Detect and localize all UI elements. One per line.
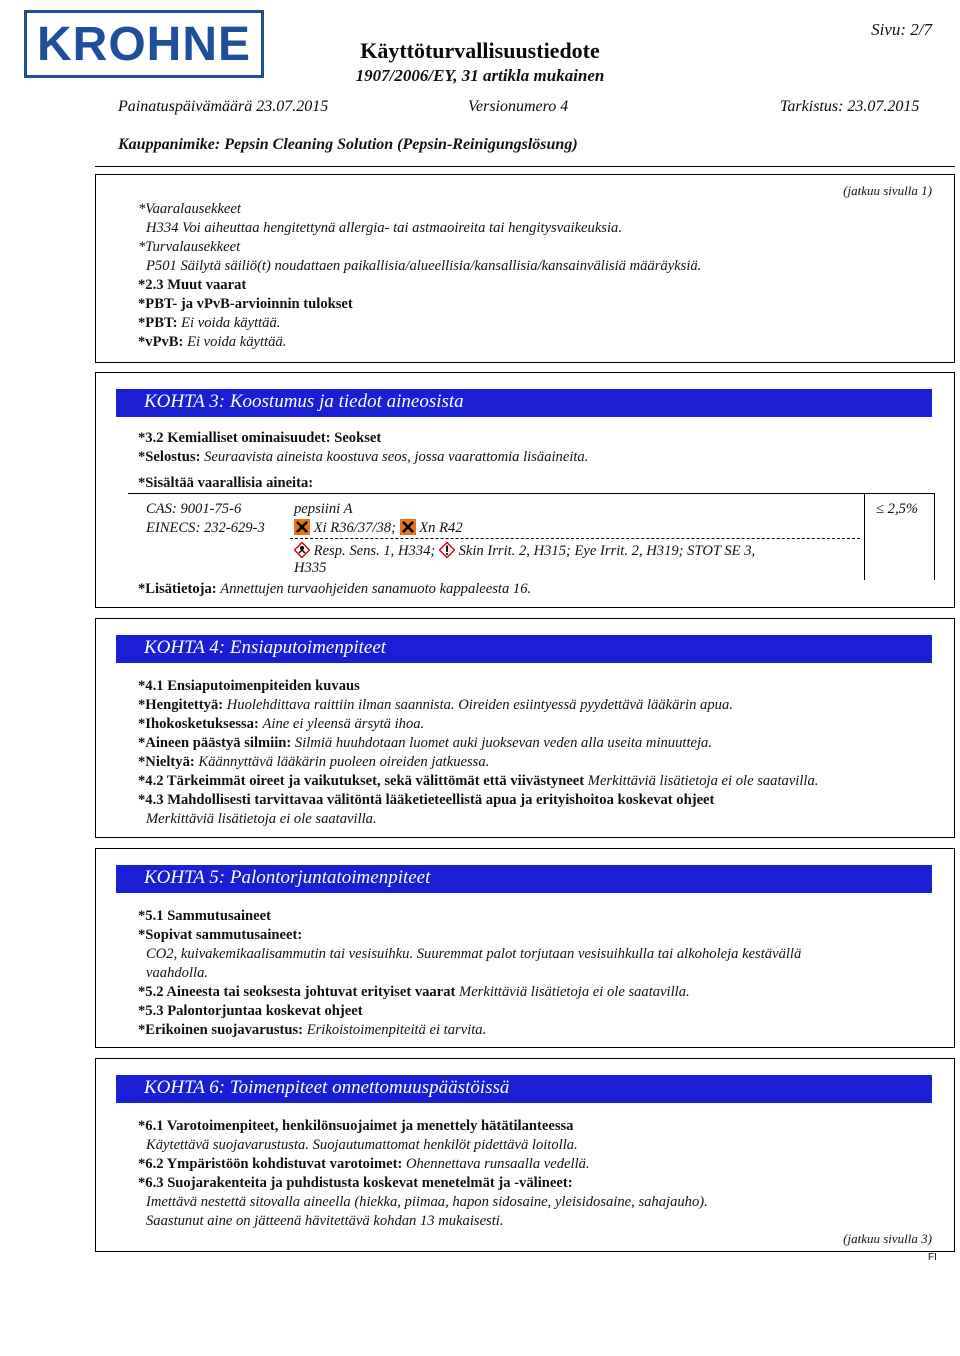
ingestion-value: Käännyttävä lääkärin puoleen oireiden jatkuessa. [198,754,490,770]
section-4-heading: KOHTA 4: Ensiaputoimenpiteet [116,635,932,663]
einecs-number: EINECS: 232-629-3 [146,520,265,536]
pbt-vpvb-title: *PBT- ja vPvB-arvioinnin tulokset [138,296,353,312]
additional-value: Annettujen turvaohjeiden sanamuoto kappaleesta 16. [220,581,532,597]
sub-4-1: *4.1 Ensiaputoimenpiteiden kuvaus [138,678,360,694]
clp-h335: H335 [294,560,327,576]
suitable-line-2: vaahdolla. [146,965,209,981]
harmful-x-icon [294,519,310,535]
vpvb-row [138,333,286,352]
sub-5-2-label: *5.2 Aineesta tai seoksesta johtuvat erityiset vaarat [138,984,456,1000]
p501-statement: P501 Säilytä säiliö(t) noudattaen paikallisia/alueellisia/kansallisia/kansainvälisiä määräyksiä. [146,258,702,274]
harmful-x-icon [400,519,416,535]
continued-from-note: (jatkuu sivulla 1) [843,183,932,198]
section-2-continuation [95,174,955,363]
print-date: Painatuspäivämäärä 23.07.2015 [118,98,329,115]
section-6 [95,1058,955,1252]
exclamation-mark-icon [439,542,455,558]
sub-6-3-value-1: Imettävä nestettä sitovalla aineella (hiekka, piimaa, hapon sidosaine, yleisidosaine, sahajauho). [146,1194,708,1210]
special-equipment-row [138,1021,486,1040]
skin-row [138,715,424,734]
section-6-heading: KOHTA 6: Toimenpiteet onnettomuuspäästöissä [116,1075,932,1103]
pbt-label: *PBT: [138,315,178,331]
suitable-line-1: CO2, kuivakemikaalisammutin tai vesisuihku. Suuremmat palot torjutaan vesisuihkulla tai alkoholeja kestävällä [146,946,802,962]
language-code: FI [928,1252,937,1263]
h334-statement: H334 Voi aiheuttaa hengitettynä allergia- tai astmaoireita tai hengitysvaikeuksia. [146,220,622,236]
inhalation-row [138,696,733,715]
cas-number: CAS: 9001-75-6 [146,501,242,517]
sub-6-1-value: Käytettävä suojavarustusta. Suojautumattomat henkilöt pidettävä loitolla. [146,1137,578,1153]
description-value: Seuraavista aineista koostuva seos, jossa vaarattomia lisäaineita. [204,449,589,465]
ingestion-row [138,753,489,772]
clp-resp-sens: Resp. Sens. 1, H334; [313,543,436,559]
clp-irritation: Skin Irrit. 2, H315; Eye Irrit. 2, H319; STOT SE 3, [458,543,756,559]
ingredients-table [128,493,935,580]
sub-6-2-row [138,1155,590,1174]
inhalation-label: *Hengitettyä: [138,697,224,713]
sub-5-2-value: Merkittäviä lisätietoja ei ole saatavilla. [459,984,690,1000]
sub-6-3: *6.3 Suojarakenteita ja puhdistusta koskevat menetelmät ja -välineet: [138,1175,573,1191]
health-hazard-icon [294,542,310,558]
page-number: Sivu: 2/7 [871,20,932,39]
sub-6-2-label: *6.2 Ympäristöön kohdistuvat varotoimet: [138,1156,403,1172]
classification-divider [290,538,860,539]
hazard-statements-title: *Vaaralausekkeet [138,201,241,217]
concentration-value: 2,5% [887,501,919,517]
dsd-xi: Xi R36/37/38; [313,520,396,536]
revision-date: Tarkistus: 23.07.2015 [780,98,920,115]
equipment-label: *Erikoinen suojavarustus: [138,1022,304,1038]
version-number: Versionumero 4 [468,98,569,115]
concentration: ≤ 2,5% [876,501,919,517]
additional-info-row [138,580,531,599]
sub-4-3-label: *4.3 Mahdollisesti tarvittavaa välitöntä lääketieteellistä apua ja erityishoitoa koskevat ohjeet [138,792,715,808]
vpvb-value: Ei voida käyttää. [187,334,287,350]
eye-label: *Aineen päästyä silmiin: [138,735,292,751]
sub-5-1: *5.1 Sammutusaineet [138,908,271,924]
vpvb-label: *vPvB: [138,334,184,350]
ingestion-label: *Nieltyä: [138,754,195,770]
pbt-row [138,314,280,333]
suitable-label: *Sopivat sammutusaineet: [138,927,303,943]
sub-6-3-value-2: Saastunut aine on jätteenä hävitettävä kohdan 13 mukaisesti. [146,1213,504,1229]
dsd-classification [294,519,463,538]
sub-5-2-row [138,983,690,1002]
concentration-divider [864,494,865,580]
other-hazards-heading: *2.3 Muut vaarat [138,277,247,293]
skin-label: *Ihokosketuksessa: [138,716,259,732]
sub-3-2: *3.2 Kemialliset ominaisuudet: Seokset [138,430,382,446]
product-name: Kauppanimike: Pepsin Cleaning Solution (Pepsin-Reinigungslösung) [118,136,578,153]
description-row [138,448,588,467]
document-title: Käyttöturvallisuustiedote [360,38,600,63]
sub-4-2-row [138,772,818,791]
eye-row [138,734,712,753]
dsd-xn: Xn R42 [419,520,463,536]
pbt-value: Ei voida käyttää. [181,315,281,331]
clp-classification [294,542,755,561]
inhalation-value: Huolehdittava raittiin ilman saannista. Oireiden esiintyessä pyydettävä lääkärin apua. [226,697,733,713]
continued-to-note: (jatkuu sivulla 3) [843,1231,932,1246]
section-3 [95,372,955,608]
precautionary-title: *Turvalausekkeet [138,239,241,255]
section-3-heading: KOHTA 3: Koostumus ja tiedot aineosista [116,389,932,417]
sub-5-3: *5.3 Palontorjuntaa koskevat ohjeet [138,1003,363,1019]
sub-6-2-value: Ohennettava runsaalla vedellä. [405,1156,590,1172]
additional-label: *Lisätietoja: [138,581,217,597]
section-5-heading: KOHTA 5: Palontorjuntatoimenpiteet [116,865,932,893]
sub-4-3-value: Merkittäviä lisätietoja ei ole saatavilla. [146,811,377,827]
contains-label: *Sisältää vaarallisia aineita: [138,475,314,491]
logo-text: KROHNE [36,17,251,71]
section-5 [95,848,955,1048]
sub-4-2-value: Merkittäviä lisätietoja ei ole saatavilla. [587,773,819,789]
eye-value: Silmiä huuhdotaan luomet auki juoksevan veden alla useita minuutteja. [294,735,712,751]
header-divider [95,166,955,167]
sub-4-2-label: *4.2 Tärkeimmät oireet ja vaikutukset, sekä välittömät että viivästyneet [138,773,585,789]
section-4 [95,618,955,838]
skin-value: Aine ei yleensä ärsytä ihoa. [262,716,425,732]
equipment-value: Erikoistoimenpiteitä ei tarvita. [306,1022,487,1038]
sub-6-1: *6.1 Varotoimenpiteet, henkilönsuojaimet ja menettely hätätilanteessa [138,1118,574,1134]
description-label: *Selostus: [138,449,201,465]
document-subtitle: 1907/2006/EY, 31 artikla mukainen [355,66,605,85]
substance-name: pepsiini A [294,501,353,517]
